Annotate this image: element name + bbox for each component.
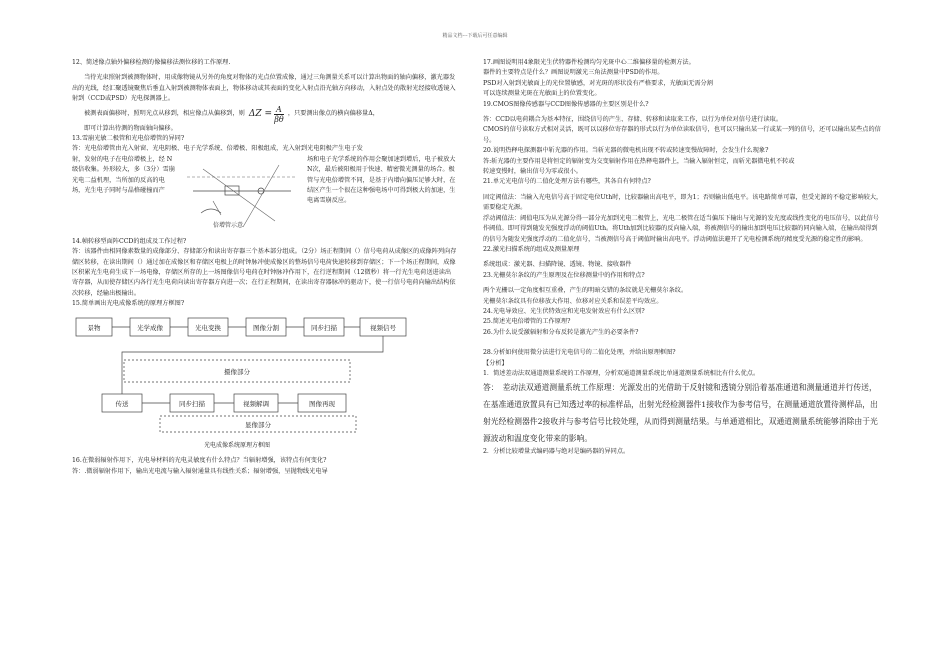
q14-title: 14.帧转移型面阵CCD的组成及工作过程? xyxy=(72,237,187,245)
q22-title: 22.激光扫描系统的组成及测量原理 xyxy=(483,245,580,253)
q16-answer: 答：.微弱辐射作用下，输出光电流与输入辐射通量具有线性关系；辐射增强，呈抛物线光电导 xyxy=(72,467,328,475)
q28-title: 28.分析如何使用微分法进行光电信号的二值化处理，并给出原理框图? xyxy=(483,349,676,357)
analysis-question-1: 1．简述差动法双通道测量系统的工作原理，分析双通道测量系统比单通道测量系统相比有什么优点。 xyxy=(483,369,760,377)
capture-group-label: 摄像部分 xyxy=(224,367,250,376)
formula-fraction xyxy=(274,105,284,124)
q13-answer-left: 射，发射的电子在电倍增极上，经 N 级倍收集。外形较大，多（3分）雪崩光电二益机理，当所加的反高的电场，光生电子同时与晶格碰撞而产 xyxy=(72,155,175,195)
formula-numerator: A xyxy=(276,104,282,114)
q15-title: 15.简单画出光电成像系统的原理方框图? xyxy=(72,300,185,308)
diagram-caption: 光电成像系统原理方框图 xyxy=(203,441,271,449)
q20-title: 20.说明热释电探测器中斩光器的作用。当斩光器的微电机出现不转或转速变慢故障时，会发生什么现象? xyxy=(483,147,769,155)
q12-formula-row xyxy=(72,105,457,124)
q23-answer-2: 光栅莫尔条纹具有位移放大作用、位移对应关系和误差平均效应。 xyxy=(483,297,663,305)
q20-answer-2: 转速变慢时，输出信号为零或很小。 xyxy=(483,168,582,176)
block-label-9: 视频解调 xyxy=(243,399,269,408)
block-label-2: 光学成像 xyxy=(137,323,163,332)
q17-line-1: 器件的主要特点是什么？画图说明激光三角法测量中PSD的作用。 xyxy=(483,69,664,77)
left-column xyxy=(72,58,457,477)
formula-lhs: ΔZ = xyxy=(248,108,273,119)
q23-title: 23.光栅莫尔条纹的产生原理及在位移测量中的作用和特点? xyxy=(483,271,645,279)
q19-title: 19.CMOS图像传感器与CCD图像传感器的主要区别是什么? xyxy=(483,100,649,108)
q12-paragraph-1: 当待光束照射到被测物体时，用成像物镜从另外的角度对物体的光点位置成像，通过三角测量关系可以计算出物面的轴向偏移，激光器发出的光线，经汇聚透镜聚焦后垂直入射到被测物体表面上，物体移动或其表面的变化入射点沿光轴方向移动，入射点处的散射光经接收透镜入射到（CCD或PSD）光电探测器上。 xyxy=(72,74,456,103)
q13-answer-right: 场和电子光学系统的作用会聚加速到增后，电子被放大N次，最后被阳极用于快速、精密微光测量的场合。极管与光电倍增管不同，是基于内增向偏压足够大时，在结区产生一个很在这种强电场中可得到极大的加速，生电离雪崩反应。 xyxy=(307,155,456,205)
q13-answer-1: 答：光电倍增管由光入射窗、光电阴极、电子光学系统、倍增极、阳极组成，光入射到光电阴极产生电子发 xyxy=(72,145,363,153)
block-label-6: 视频信号 xyxy=(370,323,396,332)
photomultiplier-sketch xyxy=(183,155,301,237)
q17-line-3: 可以连续测量光斑在光敏面上的位置变化。 xyxy=(483,90,601,98)
display-group-label: 显像部分 xyxy=(245,420,271,429)
right-column xyxy=(483,58,883,458)
page-header: 精品文档---下载后可任意编辑 xyxy=(442,33,508,39)
q14-answer: 答：该器件由相同像素数量的成像部分、存储部分和读出寄存器三个基本部分组成。（2分）场正程期间（）信号电荷从成像区的成像阵列向存储区转移，在读出期间（）通过加在成像区和存储区电极上的时钟脉冲使成像区的整场信号电荷快速转移到存储区；下一个场正程期间，成像区积累光生电荷生成下一场电像，存储区所存的上一场图像信号电荷在时钟脉冲作用下，在行逆程期间（12微秒）将一行光生电荷送进读出寄存器，从而使存储区内各行光生电荷向读出寄存器方向进一次；在行正程期间，在读出寄存器脉冲的驱动下，使一行信号电荷向输出结构依次转移，经输出极输出。 xyxy=(72,248,457,297)
q20-answer-1: 答:斩光器的主要作用是将恒定的辐射变为交变辐射作用在热释电器件上，当输入辐射恒定，而斩光器微电机不转或 xyxy=(483,157,795,165)
block-label-3: 光电变换 xyxy=(195,323,221,332)
q19-answer-1: 答：CCD以电荷耦合为基本特征，围绕信号的产生、存储、转移和读取来工作，以行为单位对信号进行读取。 xyxy=(483,116,783,124)
q19-answer-2: CMOS的信号读取方式相对灵活，既可以以移位寄存器的形式以行为单位读取信号，也可以只输出某一行或某一列的信号，还可以输出某些点的信号。 xyxy=(483,126,881,144)
q24-title: 24.光电导效应、光生伏特效应和光电发射效应有什么区别? xyxy=(483,307,645,315)
block-label-8: 同步扫描 xyxy=(179,399,205,408)
block-label-1: 景物 xyxy=(87,323,101,332)
q12-title: 12、简述像点轴外偏移检测的像偏移法测位移的工作原理. xyxy=(72,59,231,66)
displacement-formula xyxy=(249,105,284,124)
q17-title: 17.画图说明用4象限光生伏特器件检测均匀光斑中心二维偏移量的检测方法。 xyxy=(483,59,695,66)
block-label-10: 图像再现 xyxy=(309,399,335,408)
system-block-diagram xyxy=(72,312,412,452)
q25-title: 25.简述光电倍增管的工作原理? xyxy=(483,318,571,326)
q13-title: 13.雪崩光敏二极管和光电倍增管的异同? xyxy=(72,135,185,143)
analysis-answer: 答： 差动法双通道测量系统工作原理：光源发出的光借助于反射镜和透镜分别沿着基准通道和测量通道并行传送，在基准通道放置具有已知透过率的标准样品，出射光经检测器件1接收作为参考信号，在测量通道放置待测样品，出射光经检测器件2接收并与参考信号比较处理，从而得到测量结果。与单通道相比，双通道测量系统能够消除由于光源波动和温度变化带来的影响。 xyxy=(483,383,878,444)
q12-paragraph-3: 即可计算出待测的物面轴向偏移。 xyxy=(84,124,177,132)
block-label-5: 同步扫描 xyxy=(311,323,337,332)
analysis-question-2: 2．分析比较增量式编码器与绝对是编码器的异同点。 xyxy=(483,448,630,456)
fig13-label: 倍增管示意 xyxy=(213,221,244,229)
q12-paragraph-2a: 被测表面偏移时，照明光点从移到，相应像点从偏移到，则 xyxy=(84,109,245,117)
q26-title: 26.为什么说受激辐射和分布反转是激光产生的必要条件? xyxy=(483,328,639,336)
block-label-4: 图像分割 xyxy=(253,323,279,332)
feed-connector xyxy=(122,336,383,394)
q23-answer-1: 两个光栅以一定角度相互重叠，产生的明暗交错的条纹就是光栅莫尔条纹。 xyxy=(483,287,688,295)
analysis-tag: 【分析】 xyxy=(483,359,508,367)
q21-answer-1: 固定阈值法：当输入光电信号高于固定电位Uth时，比较器输出高电平，即为1；否则输出低电平。该电路简单可靠，但受光源的不稳定影响较大，需要稳定光源。 xyxy=(483,193,883,212)
q16-title: 16.在微弱辐射作用下，光电导材料的光电灵敏度有什么特点？当辐射增强，该特点有何变化? xyxy=(72,457,327,465)
q17-line-2: PSD对入射到光敏面上的光位置敏感，对光斑的形状没有严格要求，光敏面无需分割 xyxy=(483,79,713,87)
q12-paragraph-2b: ，只要测出像点的横向偏移量Δ， xyxy=(287,109,379,117)
block-label-7: 传送 xyxy=(115,399,129,408)
q22-answer: 系统组成：激光器、扫描降镜、透镜、物镜、接收器件 xyxy=(483,261,632,269)
q21-title: 21.单元光电信号的二值化处理方法有哪些，其各自有何特点? xyxy=(483,178,651,186)
q21-answer-2: 浮动阈值法：阈值电压为从光源分得一部分光加到光电二极管上，光电二极管在适当偏压下输出与光源的发光度或线性变化的电压信号，以此信号作阈值。即可得到随发光强度浮动的阈值Uth。将Uth加到比较器的反向输入端，将被测信号的输出加到电压比较器的同向输入端，在输出端得到的信号为随发光强度浮动的二值化信号，当被测信号高于阈值时输出高电平。浮动阈值法避开了光电检测系统的精度受光源的稳定性的影响。 xyxy=(483,214,879,243)
q13-wrap-row xyxy=(72,155,457,237)
formula-denominator: βθ xyxy=(274,114,284,124)
